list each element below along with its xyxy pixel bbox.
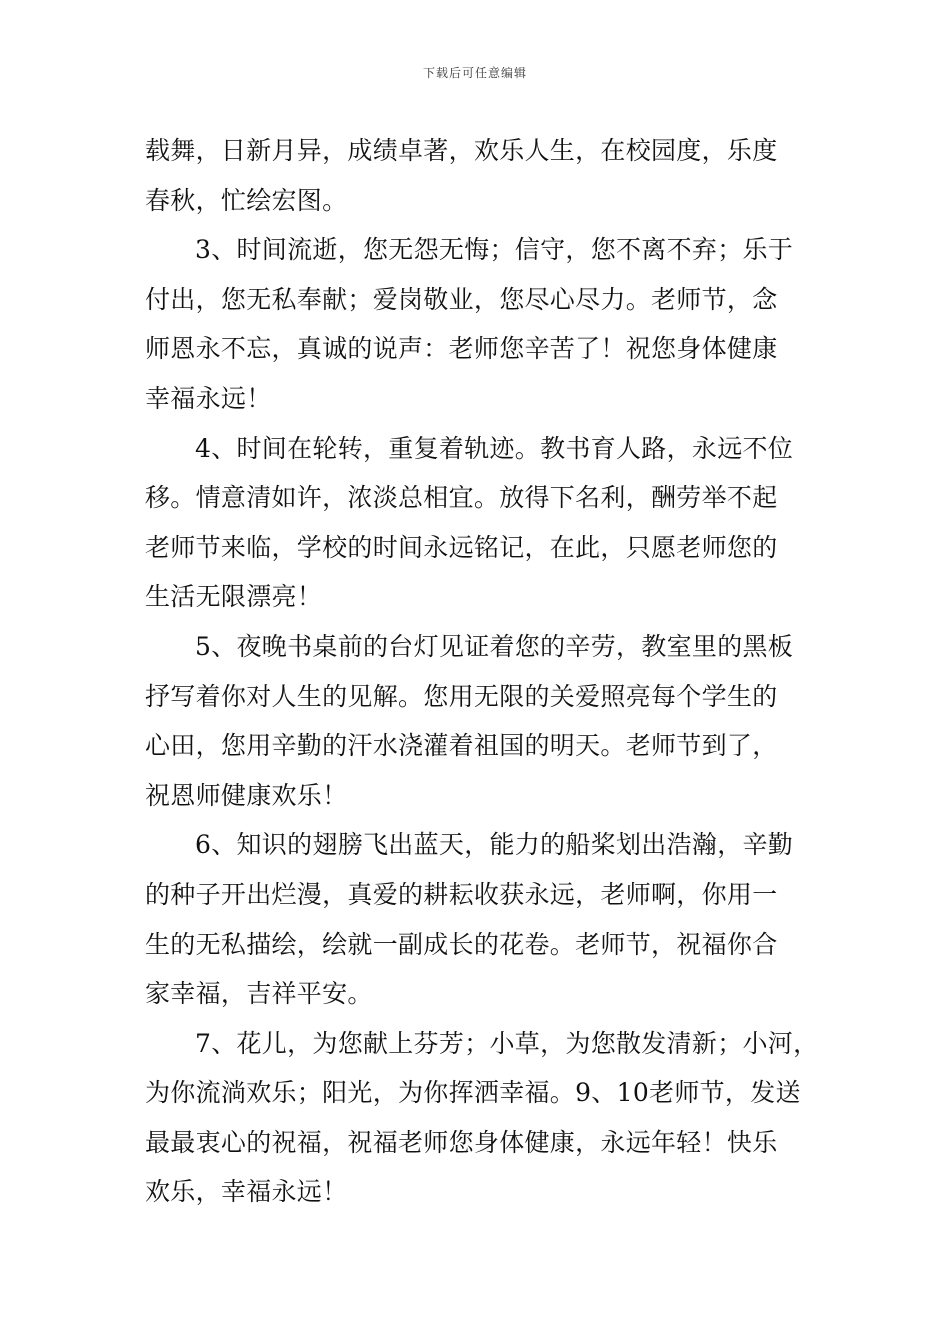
text-line: 春秋，忙绘宏图。	[145, 185, 348, 215]
paragraph-7-start: 7、花儿，为您献上芬芳；小草，为您散发清新；小河，	[195, 1028, 819, 1058]
paragraph-4-start: 4、时间在轮转，重复着轨迹。教书育人路，永远不位	[195, 433, 794, 463]
text-line: 移。情意清如许，浓淡总相宜。放得下名利，酬劳举不起	[145, 483, 778, 513]
text-line: 师恩永不忘，真诚的说声：老师您辛苦了！祝您身体健康	[145, 334, 778, 364]
text-line: 载舞，日新月异，成绩卓著，欢乐人生，在校园度，乐度	[145, 136, 778, 165]
text-line: 生的无私描绘，绘就一副成长的花卷。老师节，祝福你合	[145, 929, 778, 959]
text-line: 付出，您无私奉献；爱岗敬业，您尽心尽力。老师节，念	[145, 284, 778, 314]
text-line: 生活无限漂亮！	[145, 582, 323, 612]
text-line: 家幸福，吉祥平安。	[145, 979, 373, 1009]
text-line: 欢乐，幸福永远！	[145, 1177, 348, 1207]
page-header: 下载后可任意编辑	[422, 66, 527, 80]
text-line: 的种子开出烂漫，真爱的耕耘收获永远，老师啊，你用一	[145, 879, 778, 909]
paragraph-5-start: 5、夜晚书桌前的台灯见证着您的辛劳，教室里的黑板	[195, 631, 794, 661]
text-line: 抒写着你对人生的见解。您用无限的关爱照亮每个学生的	[145, 681, 778, 711]
text-line: 祝恩师健康欢乐！	[145, 780, 348, 810]
paragraph-3-start: 3、时间流逝，您无怨无悔；信守，您不离不弃；乐于	[195, 235, 794, 265]
text-line: 心田，您用辛勤的汗水浇灌着祖国的明天。老师节到了，	[145, 731, 778, 761]
text-line: 幸福永远！	[145, 383, 272, 413]
document-body	[145, 126, 819, 1217]
paragraph-6-start: 6、知识的翅膀飞出蓝天，能力的船桨划出浩瀚，辛勤	[195, 830, 794, 860]
text-line: 为你流淌欢乐；阳光，为你挥洒幸福。9、10老师节，发送	[145, 1078, 801, 1108]
text-line: 最最衷心的祝福，祝福老师您身体健康，永远年轻！快乐	[145, 1127, 778, 1157]
text-line: 老师节来临，学校的时间永远铭记，在此，只愿老师您的	[145, 532, 778, 562]
